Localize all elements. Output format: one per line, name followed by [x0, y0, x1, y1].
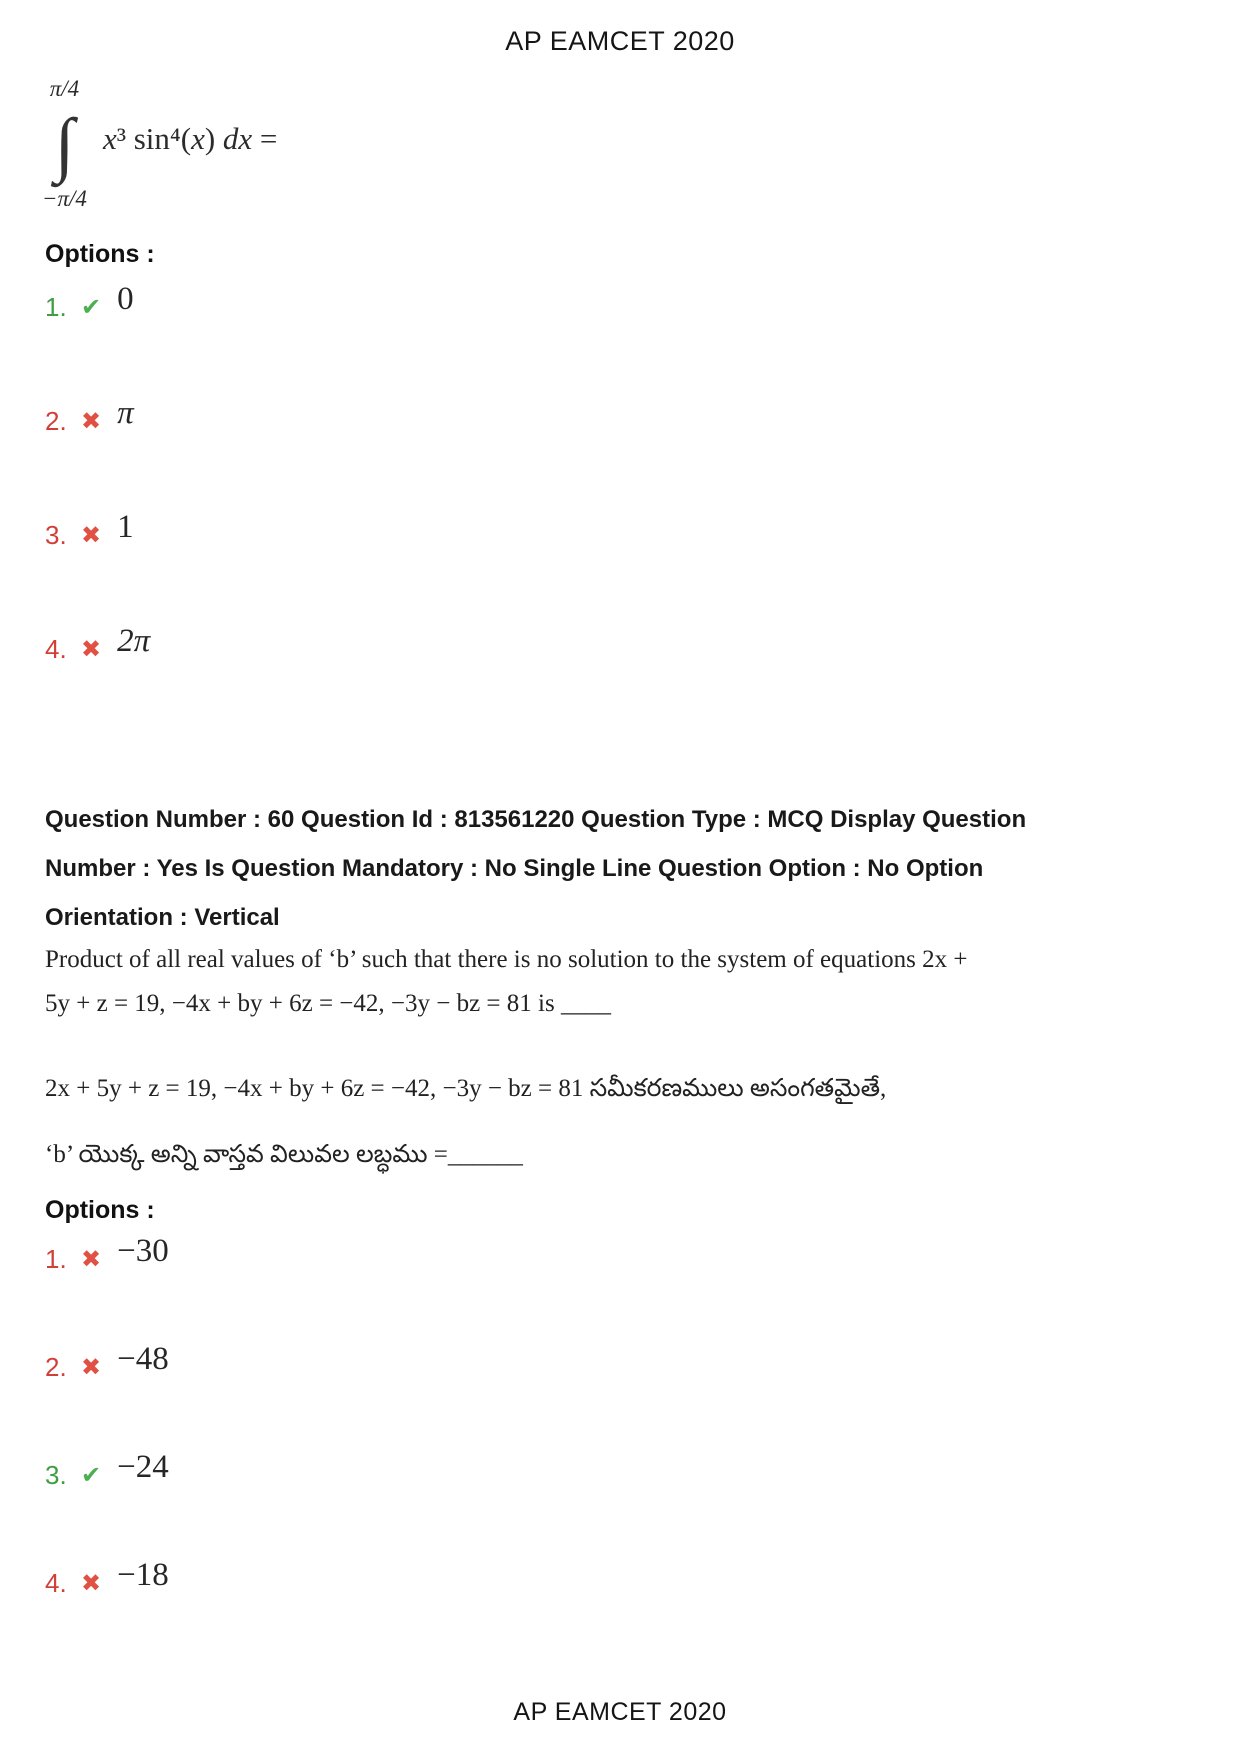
options-list-q60: [45, 1233, 169, 1672]
option-row: [45, 1341, 169, 1456]
integral-expression: [103, 121, 277, 157]
option-value: −18: [117, 1557, 169, 1593]
question-en-line: 5y + z = 19, −4x + by + 6z = −42, −3y − bz = 81 is ____: [45, 990, 611, 1017]
option-value: −30: [117, 1233, 169, 1269]
option-number: 2.: [45, 406, 67, 436]
option-row: [45, 395, 150, 516]
wrong-cross-icon: ✖: [81, 1570, 102, 1597]
question-te-line: ‘b’ యొక్క అన్ని వాస్తవ విలువల లబ్ధము =______: [45, 1141, 523, 1168]
integral-lower-limit: −π/4: [42, 186, 87, 211]
option-row: [45, 1557, 169, 1672]
wrong-cross-icon: ✖: [81, 522, 102, 549]
option-value: π: [117, 395, 134, 431]
correct-check-icon: ✔: [81, 294, 102, 321]
expression-segment: x: [102, 121, 117, 156]
question-text-telugu: [45, 1056, 886, 1188]
option-row: [45, 1449, 169, 1564]
options-label-q59: Options :: [45, 240, 155, 268]
option-number: 3.: [45, 520, 67, 550]
option-number: 3.: [45, 1460, 67, 1490]
question-metadata: [45, 795, 1205, 942]
question-text-english: [45, 938, 967, 1026]
option-value: −24: [117, 1449, 169, 1485]
wrong-cross-icon: ✖: [81, 636, 102, 663]
option-number: 4.: [45, 1568, 67, 1598]
option-value: −48: [117, 1341, 169, 1377]
metadata-line: Question Number : 60 Question Id : 813561220 Question Type : MCQ Display Question: [45, 806, 1027, 833]
expression-segment: ³ sin⁴(: [116, 121, 192, 156]
page-footer-title: AP EAMCET 2020: [513, 1698, 727, 1726]
option-row: [45, 1233, 169, 1348]
options-label-q60: Options :: [45, 1196, 155, 1224]
wrong-cross-icon: ✖: [81, 1246, 102, 1273]
integral-limits-column: [42, 76, 87, 212]
expression-segment: x: [191, 121, 205, 156]
integral-formula: [42, 76, 277, 212]
metadata-line: Orientation : Vertical: [45, 904, 280, 931]
option-value: 0: [117, 281, 134, 317]
question-en-line: Product of all real values of ‘b’ such that there is no solution to the system of equations 2x +: [45, 946, 968, 973]
metadata-line: Number : Yes Is Question Mandatory : No Single Line Question Option : No Option: [45, 855, 984, 882]
expression-segment: =: [252, 121, 278, 156]
option-value: 1: [117, 509, 134, 545]
option-number: 2.: [45, 1352, 67, 1382]
option-row: [45, 281, 150, 402]
correct-check-icon: ✔: [81, 1462, 102, 1489]
question-te-line: 2x + 5y + z = 19, −4x + by + 6z = −42, −3y − bz = 81 సమీకరణములు అసంగతమైతే,: [45, 1075, 887, 1102]
options-list-q59: [45, 281, 151, 744]
wrong-cross-icon: ✖: [81, 1354, 102, 1381]
option-number: 4.: [45, 634, 67, 664]
expression-segment: ): [204, 121, 223, 156]
expression-segment: dx: [222, 121, 253, 156]
option-value: 2π: [117, 623, 151, 659]
option-number: 1.: [45, 292, 67, 322]
option-row: [45, 623, 151, 744]
integral-sign: ∫: [54, 104, 75, 184]
option-row: [45, 509, 150, 630]
option-number: 1.: [45, 1244, 67, 1274]
wrong-cross-icon: ✖: [81, 408, 102, 435]
integral-upper-limit: π/4: [49, 76, 80, 101]
page-header-title: AP EAMCET 2020: [505, 26, 735, 56]
